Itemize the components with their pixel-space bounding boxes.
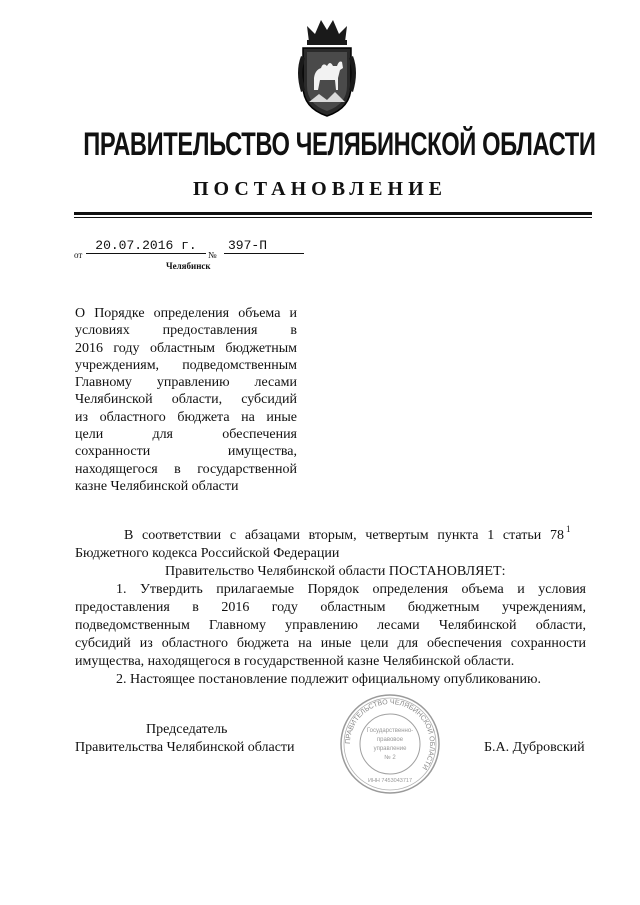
number-prefix: № bbox=[208, 250, 217, 260]
preamble-line: Бюджетного кодекса Российской Федерации bbox=[75, 546, 340, 561]
preamble-superscript: 1 bbox=[566, 524, 571, 534]
resolves-clause: Правительство Челябинской области ПОСТАНОВЛЯЕТ: bbox=[165, 564, 506, 579]
header-rule-thin bbox=[74, 217, 592, 218]
item-1-line: субсидий из областного бюджета на иные цели для обеспечения сохранности bbox=[75, 636, 586, 651]
signatory-name: Б.А. Дубровский bbox=[484, 740, 585, 755]
item-1-line: 1. Утвердить прилагаемые Порядок определения объема и условия bbox=[116, 582, 586, 597]
stamp-inner-text: правовое bbox=[376, 737, 404, 743]
header-rule bbox=[74, 212, 592, 215]
topic-line: Челябинской области, субсидий bbox=[75, 392, 297, 408]
document-topic bbox=[75, 305, 297, 495]
document-date: 20.07.2016 г. bbox=[86, 238, 206, 254]
item-2: 2. Настоящее постановление подлежит официальному опубликованию. bbox=[116, 672, 541, 687]
topic-line: из областного бюджета на иные bbox=[75, 409, 297, 425]
organization-name: ПРАВИТЕЛЬСТВО ЧЕЛЯБИНСКОЙ ОБЛАСТИ bbox=[83, 126, 596, 162]
topic-line: сохранности имущества, bbox=[75, 444, 297, 460]
topic-line: О Порядке определения объема и bbox=[75, 306, 297, 321]
official-stamp bbox=[338, 692, 442, 796]
document-type: ПОСТАНОВЛЕНИЕ bbox=[193, 178, 447, 200]
stamp-codes: ИНН 7453043717 bbox=[367, 778, 413, 784]
topic-line: находящегося в государственной bbox=[75, 461, 297, 477]
signatory-title: Председатель bbox=[146, 722, 228, 737]
stamp-outer-text: ПРАВИТЕЛЬСТВО ЧЕЛЯБИНСКОЙ ОБЛАСТИ bbox=[344, 698, 436, 771]
document-number: 397-П bbox=[224, 238, 304, 254]
topic-line: учреждениям, подведомственным bbox=[75, 357, 297, 373]
topic-line: Главному управлению лесами bbox=[75, 375, 297, 391]
topic-line: казне Челябинской области bbox=[75, 478, 239, 494]
item-1-line: предоставления в 2016 году областным бюджетным учреждениям, bbox=[75, 600, 586, 615]
city: Челябинск bbox=[166, 261, 211, 271]
topic-line: условиях предоставления в bbox=[75, 323, 297, 339]
stamp-inner-text: № 2 bbox=[384, 755, 396, 761]
topic-line: 2016 году областным бюджетным bbox=[75, 340, 297, 356]
date-prefix: от bbox=[74, 250, 83, 260]
item-1-line: подведомственным Главному управлению лесами Челябинской области, bbox=[75, 618, 586, 633]
stamp-inner-text: Государственно- bbox=[366, 728, 414, 734]
topic-line: цели для обеспечения bbox=[75, 427, 297, 443]
signatory-title: Правительства Челябинской области bbox=[75, 740, 295, 755]
item-1-line: имущества, находящегося в государственной казне Челябинской области. bbox=[75, 654, 515, 669]
preamble-line: В соответствии с абзацами вторым, четвертым пункта 1 статьи 78 bbox=[124, 528, 564, 543]
coat-of-arms-icon bbox=[287, 12, 367, 120]
stamp-inner-text: управление bbox=[373, 746, 407, 752]
